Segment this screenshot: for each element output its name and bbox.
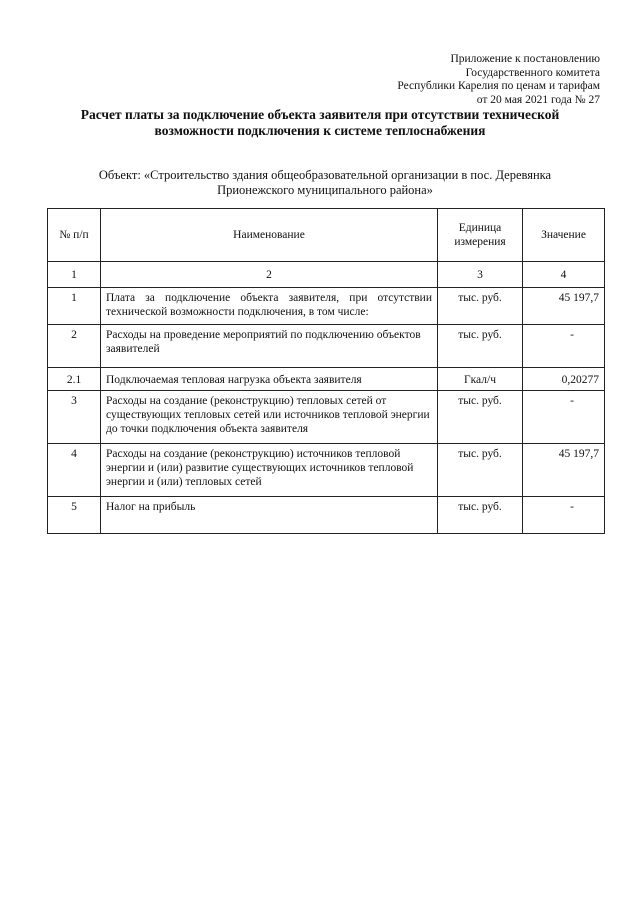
row-name: Расходы на создание (реконструкцию) источников тепловой энергии и (или) развитие существующих источников тепловой энергии и (или) тепловых сетей — [101, 444, 438, 497]
object-description-line: Объект: «Строительство здания общеобразовательной организации в пос. Деревянка — [98, 168, 552, 182]
header-name: Наименование — [101, 209, 438, 262]
row-num: 4 — [48, 444, 101, 497]
row-value: 45 197,7 — [523, 288, 605, 325]
row-num: 2.1 — [48, 368, 101, 391]
row-value: - — [523, 497, 605, 534]
table-row — [48, 391, 605, 444]
table-header-row — [48, 209, 605, 262]
row-value: - — [523, 391, 605, 444]
table-row — [48, 497, 605, 534]
table-row — [48, 444, 605, 497]
table-row — [48, 368, 605, 391]
appendix-line: от 20 мая 2021 года № 27 — [476, 93, 600, 106]
row-num: 2 — [48, 325, 101, 368]
row-unit: тыс. руб. — [438, 497, 523, 534]
row-num: 3 — [48, 391, 101, 444]
appendix-line: Республики Карелия по ценам и тарифам — [397, 80, 600, 92]
header-num: № п/п — [48, 209, 101, 262]
row-name: Расходы на проведение мероприятий по подключению объектов заявителей — [101, 325, 438, 368]
row-name: Налог на прибыль — [101, 497, 438, 534]
row-name: Расходы на создание (реконструкцию) тепловых сетей от существующих тепловых сетей или источников тепловой энергии до точки подключения объекта заявителя — [101, 391, 438, 444]
document-title-line: Расчет платы за подключение объекта заявителя при отсутствии технической — [80, 107, 560, 122]
column-number: 4 — [523, 262, 605, 288]
row-unit: тыс. руб. — [438, 288, 523, 325]
column-number-row — [48, 262, 605, 288]
column-number: 3 — [438, 262, 523, 288]
row-value: - — [523, 325, 605, 368]
row-name: Плата за подключение объекта заявителя, при отсутствии технической возможности подключения, в том числе: — [101, 288, 438, 325]
header-unit: Единица измерения — [438, 209, 523, 262]
calculation-table — [47, 208, 605, 534]
row-unit: Гкал/ч — [438, 368, 523, 391]
table-row — [48, 288, 605, 325]
row-value: 45 197,7 — [523, 444, 605, 497]
object-description — [60, 168, 590, 198]
appendix-line: Приложение к постановлению — [450, 53, 600, 65]
row-value: 0,20277 — [523, 368, 605, 391]
document-title-line: возможности подключения к системе теплоснабжения — [154, 123, 486, 138]
header-value: Значение — [523, 209, 605, 262]
column-number: 1 — [48, 262, 101, 288]
appendix-line: Государственного комитета — [465, 66, 600, 79]
row-num: 5 — [48, 497, 101, 534]
table-row — [48, 325, 605, 368]
row-unit: тыс. руб. — [438, 391, 523, 444]
column-number: 2 — [101, 262, 438, 288]
row-unit: тыс. руб. — [438, 444, 523, 497]
row-unit: тыс. руб. — [438, 325, 523, 368]
appendix-note — [397, 53, 600, 107]
object-description-line: Прионежского муниципального района» — [217, 183, 433, 197]
row-num: 1 — [48, 288, 101, 325]
row-name: Подключаемая тепловая нагрузка объекта заявителя — [101, 368, 438, 391]
document-title — [40, 107, 600, 139]
